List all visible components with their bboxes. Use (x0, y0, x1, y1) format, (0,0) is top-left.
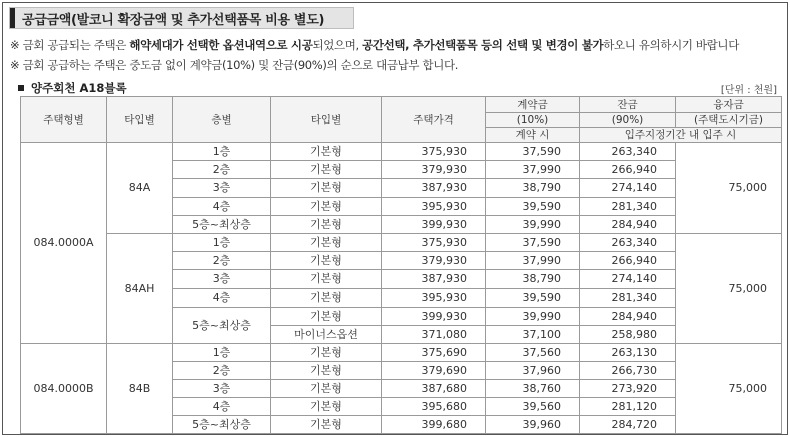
cell-deposit: 38,790 (486, 179, 580, 198)
cell-balance: 263,130 (580, 344, 676, 362)
cell-option: 기본형 (271, 161, 382, 179)
cell-balance: 281,340 (580, 289, 676, 308)
cell-price: 379,690 (382, 362, 486, 380)
cell-floor: 5층~최상층 (173, 416, 271, 434)
cell-option: 기본형 (271, 198, 382, 216)
unit-label: [단위 : 천원] (720, 85, 777, 96)
cell-balance: 284,940 (580, 216, 676, 234)
cell-house-type: 084.0000A (21, 143, 107, 344)
cell-floor: 1층 (173, 344, 271, 362)
notice-1 (10, 37, 739, 53)
cell-floor: 1층 (173, 143, 271, 161)
cell-balance: 258,980 (580, 326, 676, 344)
header-balance-pct: (90%) (580, 113, 676, 128)
header-type: 타입별 (107, 97, 173, 143)
cell-balance: 263,340 (580, 143, 676, 161)
cell-option: 기본형 (271, 308, 382, 326)
cell-balance: 273,920 (580, 380, 676, 398)
cell-loan: 75,000 (676, 234, 782, 344)
header-option-type: 타입별 (271, 97, 382, 143)
cell-balance: 266,940 (580, 252, 676, 270)
notice-1-emphasis-1: 해약세대가 선택한 옵션내역으로 시공 (129, 38, 313, 52)
cell-price: 399,930 (382, 216, 486, 234)
header-marker (10, 8, 15, 28)
header-balance: 잔금 (580, 97, 676, 113)
cell-deposit: 37,990 (486, 161, 580, 179)
cell-deposit: 37,100 (486, 326, 580, 344)
cell-deposit: 37,960 (486, 362, 580, 380)
cell-floor: 2층 (173, 362, 271, 380)
cell-balance: 274,140 (580, 179, 676, 198)
cell-floor: 1층 (173, 234, 271, 252)
cell-price: 375,690 (382, 344, 486, 362)
cell-option: 기본형 (271, 270, 382, 289)
cell-option: 기본형 (271, 289, 382, 308)
cell-price: 379,930 (382, 161, 486, 179)
cell-floor: 3층 (173, 380, 271, 398)
cell-balance: 266,940 (580, 161, 676, 179)
cell-deposit: 38,760 (486, 380, 580, 398)
cell-floor: 5층~최상층 (173, 308, 271, 344)
cell-balance: 266,730 (580, 362, 676, 380)
cell-price: 375,930 (382, 234, 486, 252)
cell-deposit: 37,560 (486, 344, 580, 362)
cell-option: 기본형 (271, 143, 382, 161)
header-deposit-when: 계약 시 (486, 128, 580, 143)
cell-floor: 2층 (173, 252, 271, 270)
cell-floor: 4층 (173, 289, 271, 308)
supply-price-table (20, 96, 782, 434)
cell-price: 387,930 (382, 270, 486, 289)
header-deposit: 계약금 (486, 97, 580, 113)
cell-loan: 75,000 (676, 143, 782, 234)
cell-price: 395,680 (382, 398, 486, 416)
notice-1-suffix: 하오니 유의하시기 바랍니다 (603, 38, 739, 52)
cell-floor: 2층 (173, 161, 271, 179)
header-loan: 융자금 (676, 97, 782, 113)
cell-option: 기본형 (271, 234, 382, 252)
cell-price: 399,680 (382, 416, 486, 434)
cell-deposit: 39,590 (486, 289, 580, 308)
square-bullet-icon (18, 85, 24, 91)
cell-price: 375,930 (382, 143, 486, 161)
table-row (21, 143, 782, 161)
cell-price: 387,930 (382, 179, 486, 198)
cell-price: 379,930 (382, 252, 486, 270)
cell-deposit: 39,960 (486, 416, 580, 434)
cell-deposit: 37,590 (486, 234, 580, 252)
header-house-type: 주택형별 (21, 97, 107, 143)
cell-option: 기본형 (271, 216, 382, 234)
cell-deposit: 39,990 (486, 308, 580, 326)
cell-deposit: 39,560 (486, 398, 580, 416)
cell-floor: 3층 (173, 179, 271, 198)
cell-price: 399,930 (382, 308, 486, 326)
cell-deposit: 39,590 (486, 198, 580, 216)
block-title: 양주회천 A18블록 (31, 81, 127, 95)
cell-deposit: 37,990 (486, 252, 580, 270)
cell-balance: 281,340 (580, 198, 676, 216)
table-row (21, 234, 782, 252)
cell-type: 84A (107, 143, 173, 234)
header-deposit-pct: (10%) (486, 113, 580, 128)
cell-type: 84AH (107, 234, 173, 344)
header-balance-when: 입주지정기간 내 입주 시 (580, 128, 782, 143)
notice-1-emphasis-2: 공간선택, 추가선택품목 등의 선택 및 변경이 불가 (362, 38, 604, 52)
table-row (21, 344, 782, 362)
cell-option: 기본형 (271, 344, 382, 362)
cell-loan: 75,000 (676, 344, 782, 434)
notice-1-middle: 되었으며, (312, 38, 363, 52)
block-heading (18, 80, 127, 96)
page-title: 공급금액(발코니 확장금액 및 추가선택품목 비용 별도) (22, 12, 325, 28)
header-floor: 층별 (173, 97, 271, 143)
cell-price: 387,680 (382, 380, 486, 398)
cell-balance: 284,940 (580, 308, 676, 326)
cell-option: 기본형 (271, 380, 382, 398)
cell-option: 기본형 (271, 252, 382, 270)
cell-price: 395,930 (382, 289, 486, 308)
cell-balance: 263,340 (580, 234, 676, 252)
cell-balance: 284,720 (580, 416, 676, 434)
cell-floor: 3층 (173, 270, 271, 289)
cell-price: 371,080 (382, 326, 486, 344)
cell-option: 기본형 (271, 416, 382, 434)
cell-floor: 5층~최상층 (173, 216, 271, 234)
cell-balance: 281,120 (580, 398, 676, 416)
cell-option: 기본형 (271, 398, 382, 416)
cell-floor: 4층 (173, 198, 271, 216)
notice-2: ※ 금회 공급하는 주택은 중도금 없이 계약금(10%) 및 잔금(90%)의 순으로 대금납부 합니다. (10, 58, 459, 72)
cell-deposit: 37,590 (486, 143, 580, 161)
cell-deposit: 39,990 (486, 216, 580, 234)
section-header (9, 7, 354, 29)
header-price: 주택가격 (382, 97, 486, 143)
cell-balance: 274,140 (580, 270, 676, 289)
cell-price: 395,930 (382, 198, 486, 216)
cell-option: 마이너스옵션 (271, 326, 382, 344)
cell-deposit: 38,790 (486, 270, 580, 289)
header-loan-sub: (주택도시기금) (676, 113, 782, 128)
cell-type: 84B (107, 344, 173, 434)
cell-house-type: 084.0000B (21, 344, 107, 434)
cell-option: 기본형 (271, 362, 382, 380)
notice-1-prefix: ※ 금회 공급되는 주택은 (10, 38, 130, 52)
cell-option: 기본형 (271, 179, 382, 198)
cell-floor: 4층 (173, 398, 271, 416)
